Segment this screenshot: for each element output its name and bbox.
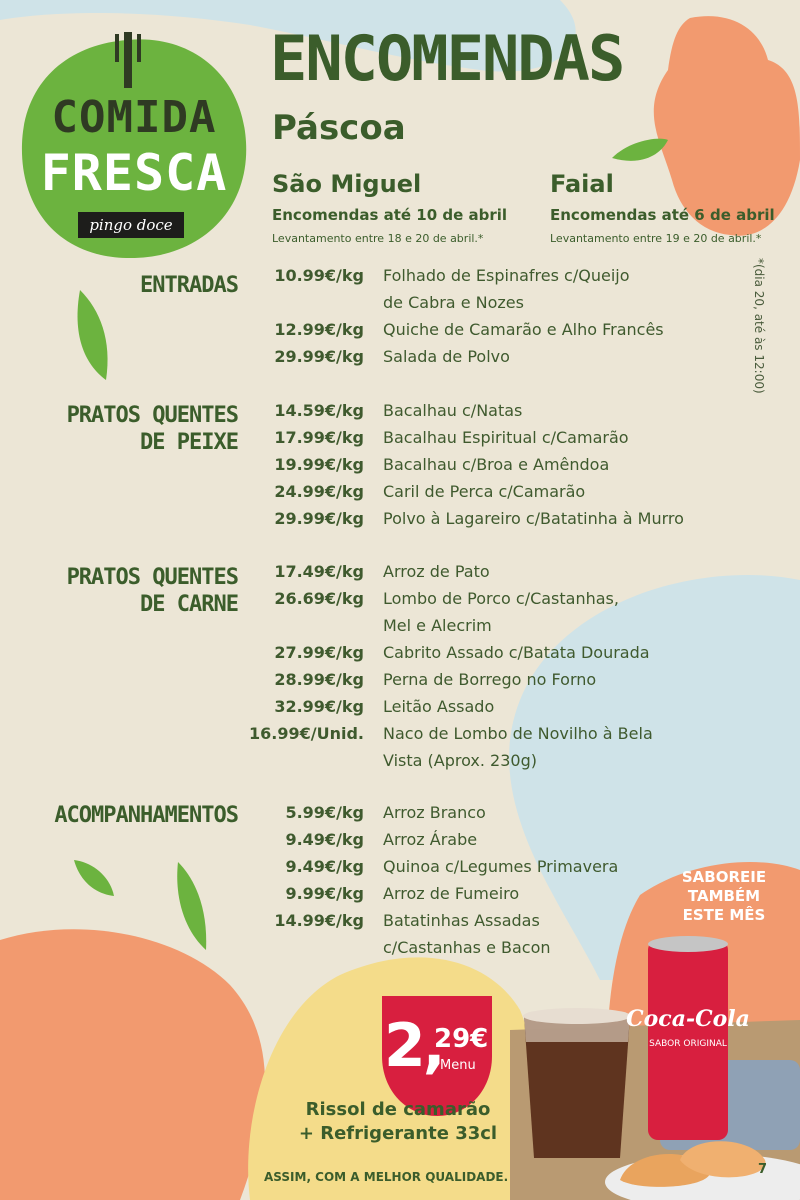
item-name: Polvo à Lagareiro c/Batatinha à Murro [383, 509, 684, 528]
item-name: Caril de Perca c/Camarão [383, 482, 586, 501]
item-name: Arroz de Pato [383, 562, 490, 581]
item-name: Salada de Polvo [383, 347, 510, 366]
page-title: ENCOMENDAS [270, 22, 624, 95]
promo-price-cents: 29€ [434, 1024, 489, 1054]
region-sao-miguel-pickup: Levantamento entre 18 e 20 de abril.* [272, 232, 484, 245]
item-name: Quiche de Camarão e Alho Francês [383, 320, 664, 339]
item-name: Naco de Lombo de Novilho à Bela Vista (Aprox. 230g) [383, 724, 653, 770]
item-price: 32.99€/kg [274, 697, 364, 716]
item-name: Lombo de Porco c/Castanhas, Mel e Alecrim [383, 589, 619, 635]
item-name: Arroz de Fumeiro [383, 884, 520, 903]
item-name: Arroz Árabe [383, 830, 478, 849]
item-price: 9.49€/kg [285, 830, 364, 849]
orange-blob-top-right [654, 16, 800, 236]
section-title-pratos-peixe: PRATOS QUENTES DE PEIXE [66, 403, 238, 455]
section-title-entradas: ENTRADAS [140, 273, 238, 298]
region-faial-order-deadline: Encomendas até 6 de abril [550, 206, 775, 224]
region-sao-miguel: São Miguel [272, 170, 422, 198]
leaf-top [612, 139, 668, 161]
item-name: Bacalhau c/Natas [383, 401, 523, 420]
section-title-acompanhamentos: ACOMPANHAMENTOS [54, 803, 238, 828]
page-subtitle: Páscoa [272, 108, 406, 148]
item-price: 9.49€/kg [285, 857, 364, 876]
glass-icon [523, 1008, 631, 1158]
item-price: 16.99€/Unid. [249, 724, 364, 743]
region-faial: Faial [550, 170, 614, 198]
item-name: Quinoa c/Legumes Primavera [383, 857, 619, 876]
item-price: 14.99€/kg [274, 911, 364, 930]
promo-price-unit: Menu [440, 1058, 476, 1073]
item-price: 24.99€/kg [274, 482, 364, 501]
pickup-footnote: *(dia 20, até às 12:00) [752, 258, 766, 394]
item-price: 26.69€/kg [274, 589, 364, 608]
item-name: Arroz Branco [383, 803, 486, 822]
item-price: 27.99€/kg [274, 643, 364, 662]
can-brand-text: Coca-Cola [626, 1006, 750, 1032]
section-title-pratos-carne: PRATOS QUENTES DE CARNE [66, 565, 238, 617]
item-price: 5.99€/kg [285, 803, 364, 822]
logo-text-line1: COMIDA [51, 92, 217, 143]
item-name: Leitão Assado [383, 697, 495, 716]
can-sub-text: SABOR ORIGINAL [649, 1039, 727, 1049]
item-name: Perna de Borrego no Forno [383, 670, 597, 689]
leaf-left-2 [74, 860, 114, 896]
leaf-left-3 [177, 862, 206, 950]
item-price: 19.99€/kg [274, 455, 364, 474]
item-name: Batatinhas Assadas c/Castanhas e Bacon [383, 911, 551, 957]
item-price: 10.99€/kg [274, 266, 364, 285]
item-price: 29.99€/kg [274, 509, 364, 528]
item-price: 12.99€/kg [274, 320, 364, 339]
item-name: Bacalhau Espiritual c/Camarão [383, 428, 629, 447]
footer-slogan: ASSIM, COM A MELHOR QUALIDADE. [264, 1170, 509, 1184]
orange-blob-bottom-left [0, 929, 265, 1200]
item-name: Cabrito Assado c/Batata Dourada [383, 643, 650, 662]
item-price: 28.99€/kg [274, 670, 364, 689]
promo-price-integer: 2, [384, 1011, 443, 1081]
item-name: Folhado de Espinafres c/Queijo de Cabra e Nozes [383, 266, 630, 312]
region-sao-miguel-order-deadline: Encomendas até 10 de abril [272, 206, 508, 224]
leaf-left-1 [78, 290, 108, 380]
item-price: 14.59€/kg [274, 401, 364, 420]
item-price: 17.49€/kg [274, 562, 364, 581]
item-price: 9.99€/kg [285, 884, 364, 903]
logo-tagline: pingo doce [78, 212, 184, 238]
promo-badge: SABOREIE TAMBÉM ESTE MÊS [681, 868, 767, 924]
promo-description: Rissol de camarão + Refrigerante 33cl [298, 1099, 498, 1144]
page-number: 7 [758, 1162, 768, 1177]
region-faial-pickup: Levantamento entre 19 e 20 de abril.* [550, 232, 762, 245]
logo-text-line2: FRESCA [40, 144, 228, 202]
item-price: 17.99€/kg [274, 428, 364, 447]
item-name: Bacalhau c/Broa e Amêndoa [383, 455, 610, 474]
promo-product-image [510, 930, 800, 1200]
item-price: 29.99€/kg [274, 347, 364, 366]
